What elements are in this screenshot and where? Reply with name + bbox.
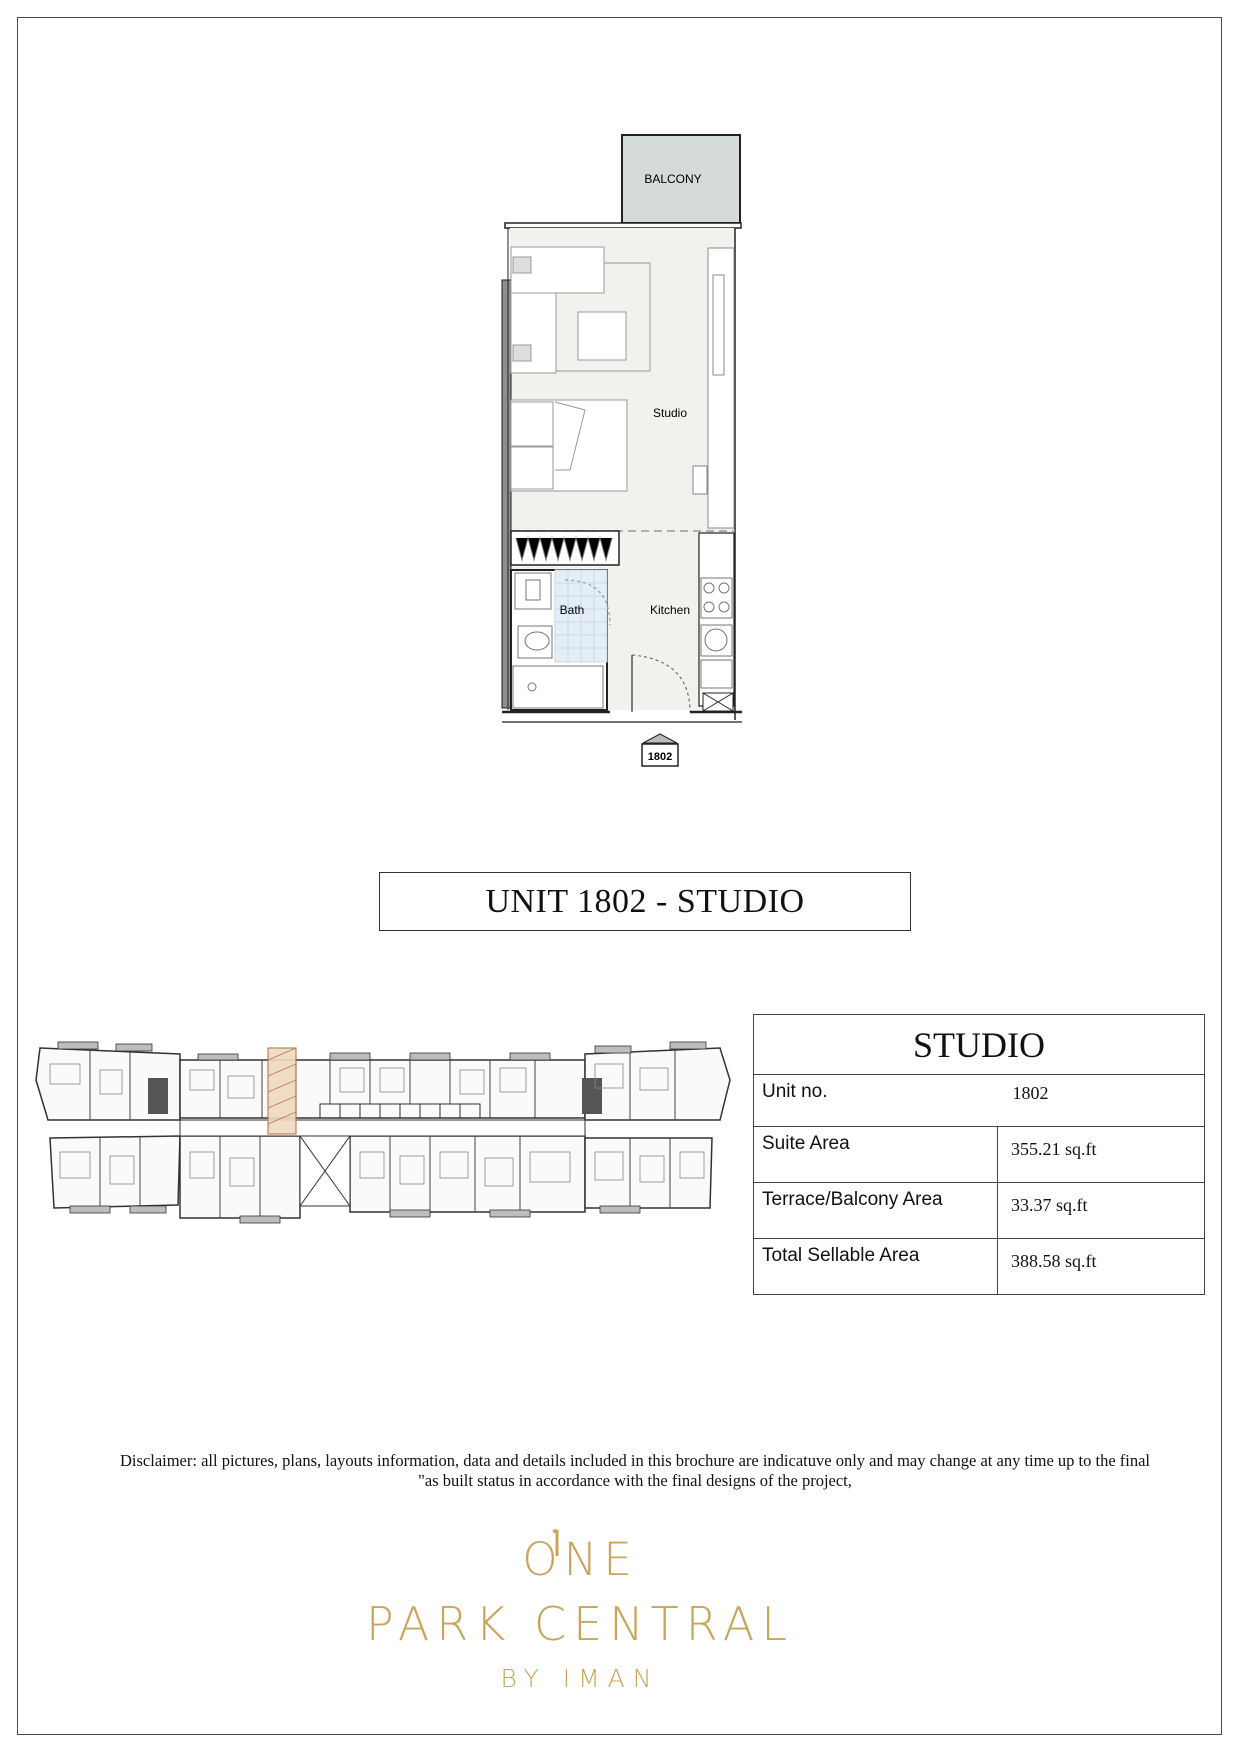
highlighted-unit: [268, 1048, 296, 1134]
shower: [513, 666, 603, 708]
disclaimer-line-1: Disclaimer: all pictures, plans, layouts information, data and details included in this brochure are indicatuve only and may change at any time up to the final: [119, 1451, 1151, 1470]
sink: [515, 573, 551, 609]
table-row: [754, 1183, 1205, 1239]
balcony-area-label: Terrace/Balcony Area: [754, 1183, 998, 1239]
unit-floorplan: [0, 0, 1241, 800]
unit-no-label: Unit no.: [754, 1075, 998, 1127]
logo-line-park-central: PARK CENTRAL: [366, 1597, 794, 1651]
table-row: [754, 1127, 1205, 1183]
disclaimer: [70, 1451, 1200, 1491]
bath-label: Bath: [559, 603, 585, 617]
studio-label: Studio: [652, 406, 688, 420]
unit-tag-label: 1802: [647, 751, 673, 763]
balcony-area-value: 33.37 sq.ft: [998, 1183, 1205, 1239]
brand-logo: [330, 1530, 830, 1694]
party-wall: [502, 280, 511, 708]
suite-area-value: 355.21 sq.ft: [998, 1127, 1205, 1183]
toilet: [518, 626, 552, 658]
unit-no-value: 1802: [998, 1075, 1205, 1127]
unit-tag-marker: [643, 734, 677, 743]
suite-area-label: Suite Area: [754, 1127, 998, 1183]
balcony-label: BALCONY: [644, 172, 702, 186]
key-icon: [542, 1526, 572, 1556]
area-table-heading: STUDIO: [754, 1015, 1205, 1075]
kitchen-label: Kitchen: [649, 603, 691, 617]
unit-title: UNIT 1802 - STUDIO: [379, 872, 911, 931]
coffee-table: [578, 312, 626, 360]
facade-wall: [505, 223, 741, 228]
table-row: [754, 1239, 1205, 1295]
logo-line-one: ONE: [522, 1533, 638, 1586]
key-plan: [30, 1040, 735, 1225]
total-area-label: Total Sellable Area: [754, 1239, 998, 1295]
logo-line-by-iman: BY IMAN: [500, 1664, 660, 1693]
wardrobe: [708, 248, 734, 528]
total-area-value: 388.58 sq.ft: [998, 1239, 1205, 1295]
area-table: [753, 1014, 1205, 1295]
disclaimer-line-2: "as built status in accordance with the final designs of the project,: [418, 1471, 852, 1490]
